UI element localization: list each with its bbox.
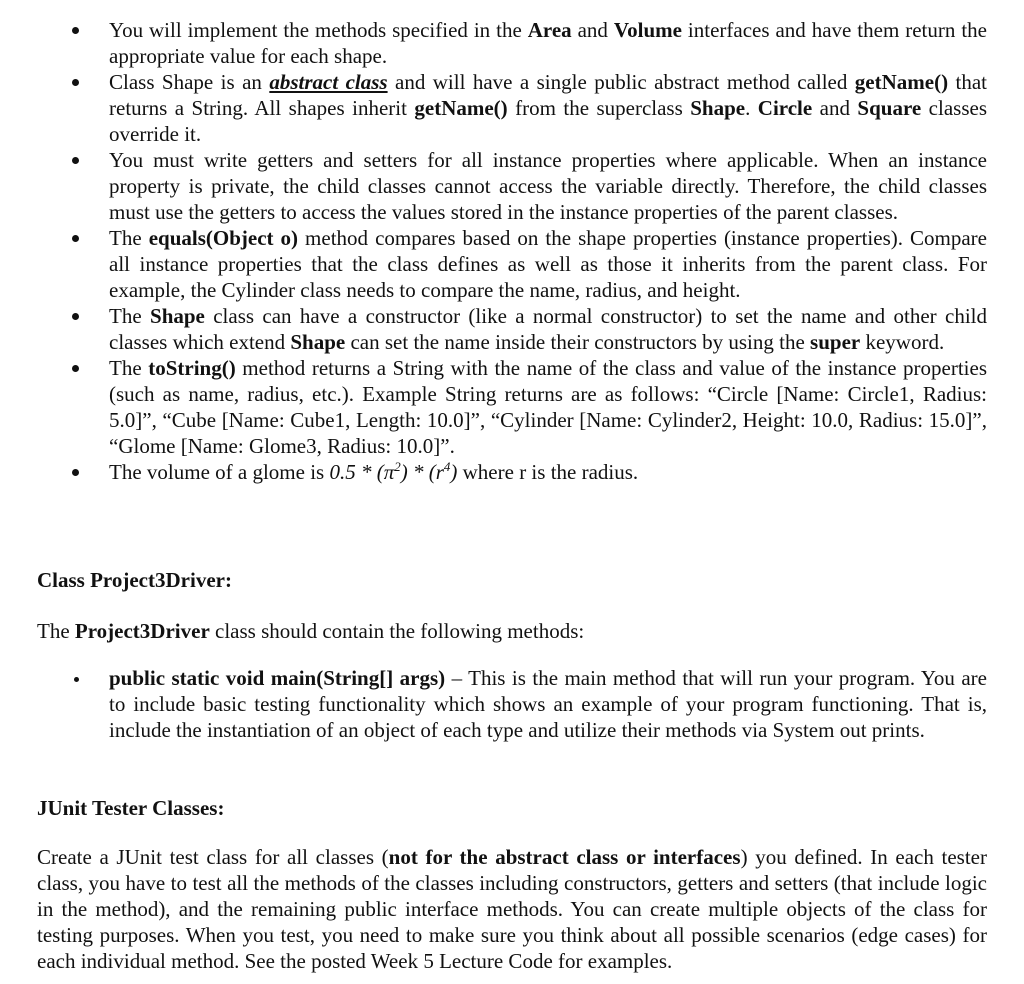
- list-item: [0, 665, 1024, 743]
- list-item: [0, 17, 1024, 69]
- driver-methods-list: [0, 665, 1024, 743]
- bullet-icon: [72, 313, 79, 320]
- list-item: [0, 69, 1024, 147]
- list-item-text: You must write getters and setters for all instance properties where applicable. When an instance property is private, the child classes cannot access the variable directly. Therefore, the child classes must use the getters to access the values stored in the instance properties of the parent classes.: [109, 148, 987, 224]
- section-heading-junit: JUnit Tester Classes:: [37, 796, 225, 820]
- bullet-icon: [74, 677, 79, 682]
- bullet-icon: [72, 157, 79, 164]
- list-item: [0, 225, 1024, 303]
- list-item-text: The volume of a glome is $0.5 * (\pi^2) * (r^4)$ where r is the radius.: [109, 459, 639, 484]
- list-item: [0, 459, 1024, 485]
- list-item-text: You will implement the methods specified in the Area and Volume interfaces and have them return the appropriate value for each shape.: [109, 18, 987, 68]
- section-heading-driver: Class Project3Driver:: [37, 568, 232, 592]
- list-item-text: The Shape class can have a constructor (like a normal constructor) to set the name and other child classes which extend Shape can set the name inside their constructors by using the super keyword.: [109, 304, 987, 354]
- volume-formula: $0.5 * (\pi^2) * (r^4)$: [329, 459, 458, 484]
- driver-intro: The Project3Driver class should contain the following methods:: [37, 619, 585, 643]
- bullet-icon: [72, 27, 79, 34]
- list-item: [0, 147, 1024, 225]
- bullet-icon: [72, 365, 79, 372]
- bullet-icon: [72, 469, 79, 476]
- list-item-text: Class Shape is an abstract class and will have a single public abstract method called getName() that returns a String. All shapes inherit getName() from the superclass Shape. Circle and Square classes override it.: [109, 70, 987, 146]
- list-item-text: public static void main(String[] args) – This is the main method that will run your program. You are to include basic testing functionality which shows an example of your program functioning. That is, include the instantiation of an object of each type and utilize their methods via System out prints.: [109, 666, 987, 742]
- list-item-text: The equals(Object o) method compares based on the shape properties (instance properties). Compare all instance properties that the class defines as well as those it inherits from the parent class. For example, the Cylinder class needs to compare the name, radius, and height.: [109, 226, 987, 302]
- junit-paragraph: Create a JUnit test class for all classes (not for the abstract class or interfaces) you defined. In each tester class, you have to test all the methods of the classes including constructors, getters and setters (that include logic in the method), and the remaining public interface methods. You can create multiple objects of the class for testing purposes. When you test, you need to make sure you think about all possible scenarios (edge cases) for each individual method. See the posted Week 5 Lecture Code for examples.: [37, 845, 987, 973]
- bullet-icon: [72, 235, 79, 242]
- list-item-text: The toString() method returns a String with the name of the class and value of the instance properties (such as name, radius, etc.). Example String returns are as follows: “Circle [Name: Circle1, Radius: 5.0]”, “Cube [Name: Cube1, Length: 10.0]”, “Cylinder [Name: Cylinder2, Height: 10.0, Radius: 15.0]”, “Glome [Name: Glome3, Radius: 10.0]”.: [109, 356, 988, 458]
- list-item: [0, 303, 1024, 355]
- bullet-icon: [72, 79, 79, 86]
- list-item: [0, 355, 1024, 459]
- requirements-list: [0, 17, 1024, 485]
